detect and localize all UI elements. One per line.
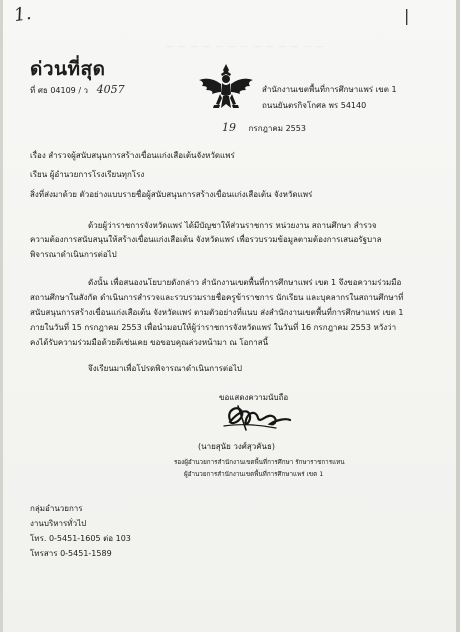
garuda-emblem-icon — [196, 62, 256, 116]
corner-tick: | — [404, 6, 410, 25]
paragraph-2-line-1: ดังนั้น เพื่อสนองนโยบายดังกล่าว สำนักงานเขตพื้นที่การศึกษาแพร่ เขต 1 จึงขอความร่วมมือ — [88, 278, 402, 287]
paragraph-2-line-4: ภายในวันที่ 15 กรกฎาคม 2553 เพื่อนำมอบให้ผู้ว่าราชการจังหวัดแพร่ ในวันที่ 16 กรกฎาคม 2553 หวังว่า — [30, 323, 397, 332]
closing-request: จึงเรียนมาเพื่อโปรดพิจารณาดำเนินการต่อไป — [88, 364, 242, 373]
paragraph-1-line-2: ความต้องการสนับสนุนให้สร้างเขื่อนแก่งเสือเต้น จังหวัดแพร่ เพื่อรวบรวมข้อมูลตามต้องการเสนอรัฐบาล — [30, 235, 382, 244]
footer-unit: งานบริหารทั่วไป — [30, 519, 87, 528]
date-month-year: กรกฎาคม 2553 — [248, 124, 306, 133]
doc-number-prefix: ที่ ศธ 04109 / ว — [30, 86, 89, 95]
urgency-heading: ด่วนที่สุด — [30, 58, 106, 80]
paragraph-2-line-3: สนับสนุนการสร้างเขื่อนแก่งเสือเต้น จังหวัดแพร่ ตามตัวอย่างที่แนบ ส่งสำนักงานเขตพื้นที่การศึกษาแพร่ เขต 1 — [30, 308, 404, 317]
enclosure-line: สิ่งที่ส่งมาด้วย ตัวอย่างแบบรายชื่อผู้สนับสนุนการสร้างเขื่อนแก่งเสือเต้น จังหวัดแพร่ — [30, 190, 313, 199]
sender-office-line1: สำนักงานเขตพื้นที่การศึกษาแพร่ เขต 1 — [262, 85, 397, 94]
letter-date — [222, 122, 306, 135]
page-edge-right — [456, 0, 460, 632]
sender-office-line2: ถนนยันตรกิจโกศล พร 54140 — [262, 101, 367, 110]
paragraph-1-line-3: พิจารณาดำเนินการต่อไป — [30, 250, 117, 259]
signer-title-line2: ผู้อำนวยการสำนักงานเขตพื้นที่การศึกษาแพร่ เขต 1 — [184, 471, 324, 478]
date-day-handwritten: 19 — [222, 121, 236, 134]
footer-phone: โทร. 0-5451-1605 ต่อ 103 — [30, 534, 131, 543]
document-number-line — [30, 84, 125, 97]
subject-line: เรื่อง สำรวจผู้สนับสนุนการสร้างเขื่อนแก่งเสือเต้นจังหวัดแพร่ — [30, 151, 235, 160]
footer-department: กลุ่มอำนวยการ — [30, 504, 83, 513]
page-edge-left — [0, 0, 3, 632]
doc-number-handwritten: 4057 — [96, 83, 125, 96]
paragraph-2-line-5: คงได้รับความร่วมมือด้วยดีเช่นเคย ขอขอบคุณล่วงหน้ามา ณ โอกาสนี้ — [30, 338, 269, 347]
paragraph-1-line-1: ด้วยผู้ว่าราชการจังหวัดแพร่ ได้มีบัญชาให้ส่วนราชการ หน่วยงาน สถานศึกษา สำรวจ — [88, 221, 377, 230]
bleed-through-text: — — — — — — — — — — — — — — [165, 42, 325, 51]
paragraph-2-line-2: สถานศึกษาในสังกัด ดำเนินการสำรวจและรวบรวมรายชื่อครูข้าราชการ นักเรียน และบุคลากรในสถานศึกษาที่ — [30, 293, 404, 302]
garuda-emblem — [196, 62, 256, 116]
corner-mark: 1. — [12, 2, 33, 27]
signature-graphic — [216, 400, 296, 434]
footer-fax: โทรสาร 0-5451-1589 — [30, 549, 112, 558]
signer-name: (นายสุนัย วงศ์สุวคันธ) — [198, 442, 276, 451]
recipient-line: เรียน ผู้อำนวยการโรงเรียนทุกโรง — [30, 170, 145, 179]
handwritten-signature-icon — [216, 400, 296, 434]
signer-title-line1: รองผู้อำนวยการสำนักงานเขตพื้นที่การศึกษา รักษาราชการแทน — [174, 459, 345, 466]
salutation: ขอแสดงความนับถือ — [219, 393, 289, 402]
